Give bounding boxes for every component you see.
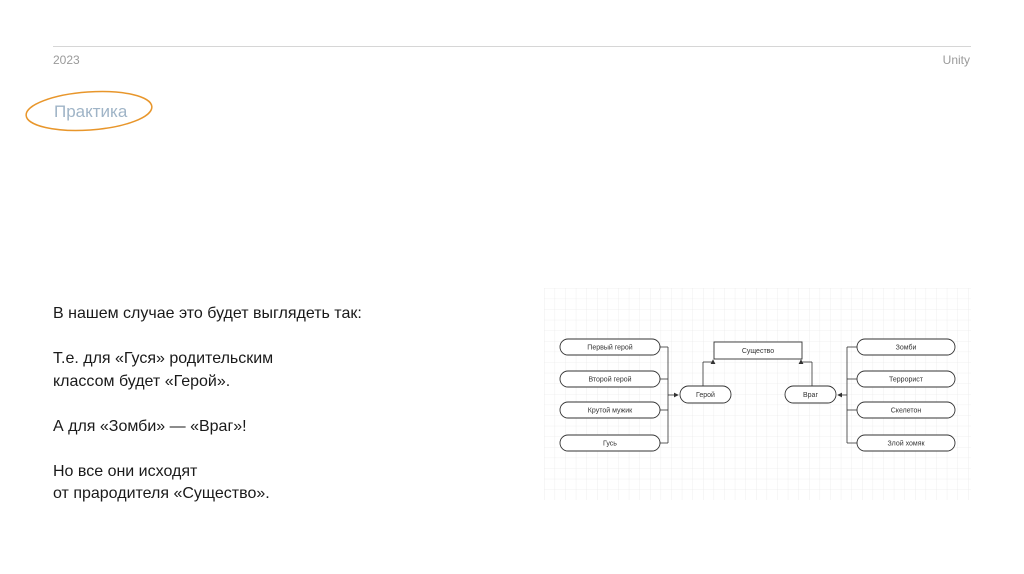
node-enemy-child-label: Злой хомяк: [887, 440, 925, 448]
header-year: 2023: [53, 53, 80, 67]
body-text: [53, 303, 362, 506]
body-line-2: Т.е. для «Гуся» родительским: [53, 350, 274, 367]
body-line-5: Но все они исходят: [53, 462, 198, 480]
header-brand: Unity: [942, 53, 970, 67]
node-enemy-child-label: Зомби: [895, 344, 917, 352]
node-enemy-label: Враг: [802, 392, 819, 399]
node-hero-child-label: Первый герой: [587, 344, 633, 352]
section-title: Практика: [54, 102, 128, 121]
body-line-4: А для «Зомби» — «Враг»!: [53, 417, 247, 435]
body-line-6: от прародителя «Существо».: [53, 485, 270, 502]
body-line-1: В нашем случае это будет выглядеть так:: [53, 305, 362, 322]
grid-background: [544, 288, 971, 500]
node-enemy-child-label: Скелетон: [890, 407, 922, 415]
header-divider: [53, 46, 971, 47]
section-heading: [23, 88, 155, 134]
node-hero-child-label: Второй герой: [588, 376, 632, 384]
node-hero-child-label: Крутой мужик: [587, 407, 633, 415]
node-hero-label: Герой: [696, 392, 715, 399]
class-hierarchy-diagram: [544, 288, 971, 500]
body-line-3: классом будет «Герой».: [53, 372, 231, 390]
node-root-label: Существо: [741, 348, 775, 355]
node-hero-child-label: Гусь: [603, 440, 617, 448]
node-enemy-child-label: Террорист: [889, 376, 923, 384]
